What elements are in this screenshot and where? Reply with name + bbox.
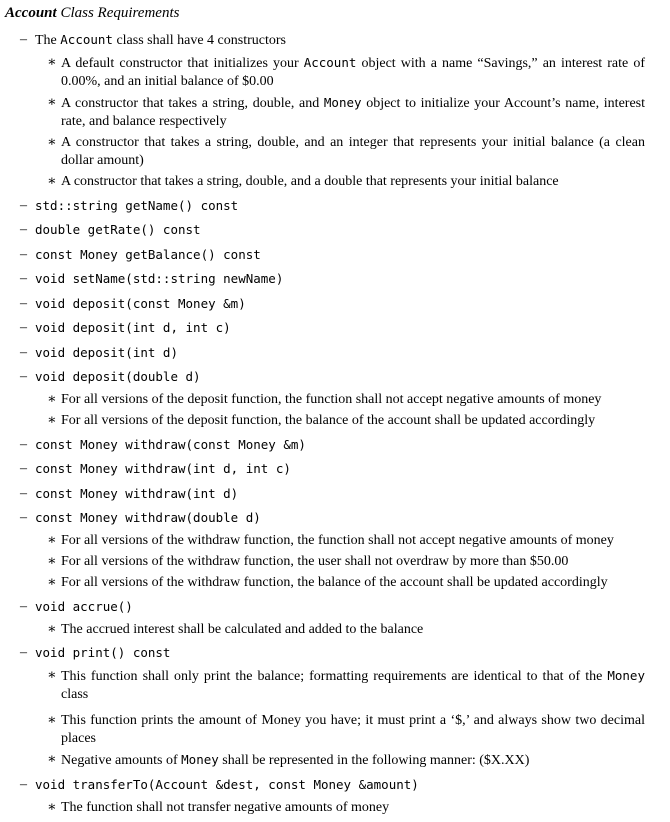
req-withdraw-double: – const Money withdraw(double d) ∗ For all versions of the withdraw function, the function shall not accept negative amounts of money ∗ For all versions of the withdraw function, the user shall not overdraw by more than $50.00 ∗ For all versions of the withdraw function, the balance of the account shall be updated accordingly (5, 509, 645, 592)
dash-bullet: – (20, 295, 27, 311)
sub-item: ∗ For all versions of the deposit function, the function shall not accept negative amounts of money (47, 392, 602, 407)
req-deposit-money: – void deposit(const Money &m) (20, 295, 246, 311)
star-bullet: ∗ (47, 95, 57, 110)
req-getbalance: – const Money getBalance() const (20, 246, 261, 262)
dash-bullet: – (20, 32, 27, 47)
sub-item: ∗ A constructor that takes a string, double, and a double that represents your initial balance (47, 174, 559, 189)
requirements-document (5, 3, 645, 822)
sub-item: ∗ Negative amounts of Money shall be represented in the following manner: ($X.XX) (47, 752, 530, 768)
dash-bullet: – (20, 197, 27, 213)
star-bullet: ∗ (47, 621, 57, 637)
sub-item: ∗ The accrued interest shall be calculated and added to the balance (47, 621, 424, 637)
transfer-sublist (35, 799, 645, 817)
star-bullet: ∗ (47, 174, 57, 189)
req-accrue: – void accrue() ∗ The accrued interest shall be calculated and added to the balance (5, 598, 645, 639)
deposit-sublist (35, 391, 645, 430)
sub-item: ∗ For all versions of the withdraw function, the function shall not accept negative amounts of money (47, 533, 614, 548)
dash-bullet: – (20, 222, 27, 237)
dash-bullet: – (20, 485, 27, 501)
dash-bullet: – (20, 271, 27, 286)
print-sublist (35, 667, 645, 770)
requirements-list (5, 31, 645, 817)
sub-item: ∗ A constructor that takes a string, double, and Money object to initialize your Account’s name, interest rate, and balance respectively (47, 95, 645, 129)
req-deposit-double: – void deposit(double d) ∗ For all versions of the deposit function, the function shall not accept negative amounts of money ∗ For all versions of the deposit function, the balance of the account shall be updated accordingly (5, 368, 645, 430)
dash-bullet: – (20, 320, 27, 335)
req-getname: – std::string getName() const (20, 197, 239, 213)
sub-item: ∗ A constructor that takes a string, double, and an integer that represents your initial balance (a clean dollar amount) (47, 135, 645, 168)
dash-bullet: – (20, 510, 27, 525)
sub-item: ∗ A default constructor that initializes your Account object with a name “Savings,” an interest rate of 0.00%, and an initial balance of $0.00 (47, 55, 645, 89)
req-withdraw-int-int: – const Money withdraw(int d, int c) (20, 461, 291, 476)
req-withdraw-money: – const Money withdraw(const Money &m) (20, 436, 306, 452)
star-bullet: ∗ (47, 413, 57, 428)
dash-bullet: – (20, 598, 27, 614)
req-setname: – void setName(std::string newName) (20, 271, 284, 286)
sub-item: ∗ This function shall only print the balance; formatting requirements are identical to that of the Money class (47, 668, 645, 702)
req-print: – void print() const ∗ This function shall only print the balance; formatting requirements are identical to that of the Money class ∗ This function prints the amount of Money you have; it must print a ‘$,’ and always show two decimal places ∗ Negative amounts of Money shall be represented in the following manner: ($X.XX) (20, 645, 645, 768)
sub-item: ∗ For all versions of the deposit function, the balance of the account shall be updated accordingly (47, 413, 596, 428)
sub-item: ∗ This function prints the amount of Money you have; it must print a ‘$,’ and always show two decimal places (47, 713, 645, 746)
req-withdraw-int: – const Money withdraw(int d) (20, 485, 239, 501)
req-transferto: – void transferTo(Account &dest, const Money &amount) ∗ The function shall not transfer negative amounts of money (5, 776, 645, 817)
dash-bullet: – (20, 344, 27, 360)
accrue-sublist (35, 621, 645, 639)
star-bullet: ∗ (47, 55, 57, 70)
dash-bullet: – (20, 246, 27, 262)
dash-bullet: – (20, 369, 27, 384)
dash-bullet: – (20, 776, 27, 792)
star-bullet: ∗ (47, 135, 57, 150)
star-bullet: ∗ (47, 713, 57, 728)
star-bullet: ∗ (47, 554, 57, 569)
star-bullet: ∗ (47, 752, 57, 767)
star-bullet: ∗ (47, 668, 57, 683)
dash-bullet: – (20, 436, 27, 452)
constructors-sublist (35, 54, 645, 191)
dash-bullet: – (20, 645, 27, 660)
sub-item: ∗ For all versions of the withdraw function, the user shall not overdraw by more than $50.00 (47, 554, 569, 569)
star-bullet: ∗ (47, 392, 57, 407)
heading-rest: Class Requirements (56, 5, 180, 21)
req-getrate: – double getRate() const (20, 222, 201, 237)
heading-class-name: Account (5, 5, 57, 21)
sub-item: ∗ The function shall not transfer negative amounts of money (47, 799, 390, 815)
dash-bullet: – (20, 461, 27, 476)
req-deposit-int-int: – void deposit(int d, int c) (20, 320, 231, 335)
req-constructors: – The Account class shall have 4 constructors ∗ A default constructor that initializes your Account object with a name “Savings,” an interest rate of 0.00%, and an initial balance of $0.00 ∗ A constructor that takes a string, double, and Money object to initialize your Account’s name, interest rate, and balance respectively ∗ A constructor that takes a string, double, and an integer that represents your initial balance (a clean dollar amount) ∗ A constructor that takes a string, double, and a double that represents your initial balance (20, 32, 645, 189)
star-bullet: ∗ (47, 799, 57, 815)
sub-item: ∗ For all versions of the withdraw function, the balance of the account shall be updated accordingly (47, 575, 608, 590)
star-bullet: ∗ (47, 575, 57, 590)
star-bullet: ∗ (47, 533, 57, 548)
withdraw-sublist (35, 532, 645, 592)
req-deposit-int: – void deposit(int d) (20, 344, 178, 360)
section-heading (5, 3, 645, 23)
